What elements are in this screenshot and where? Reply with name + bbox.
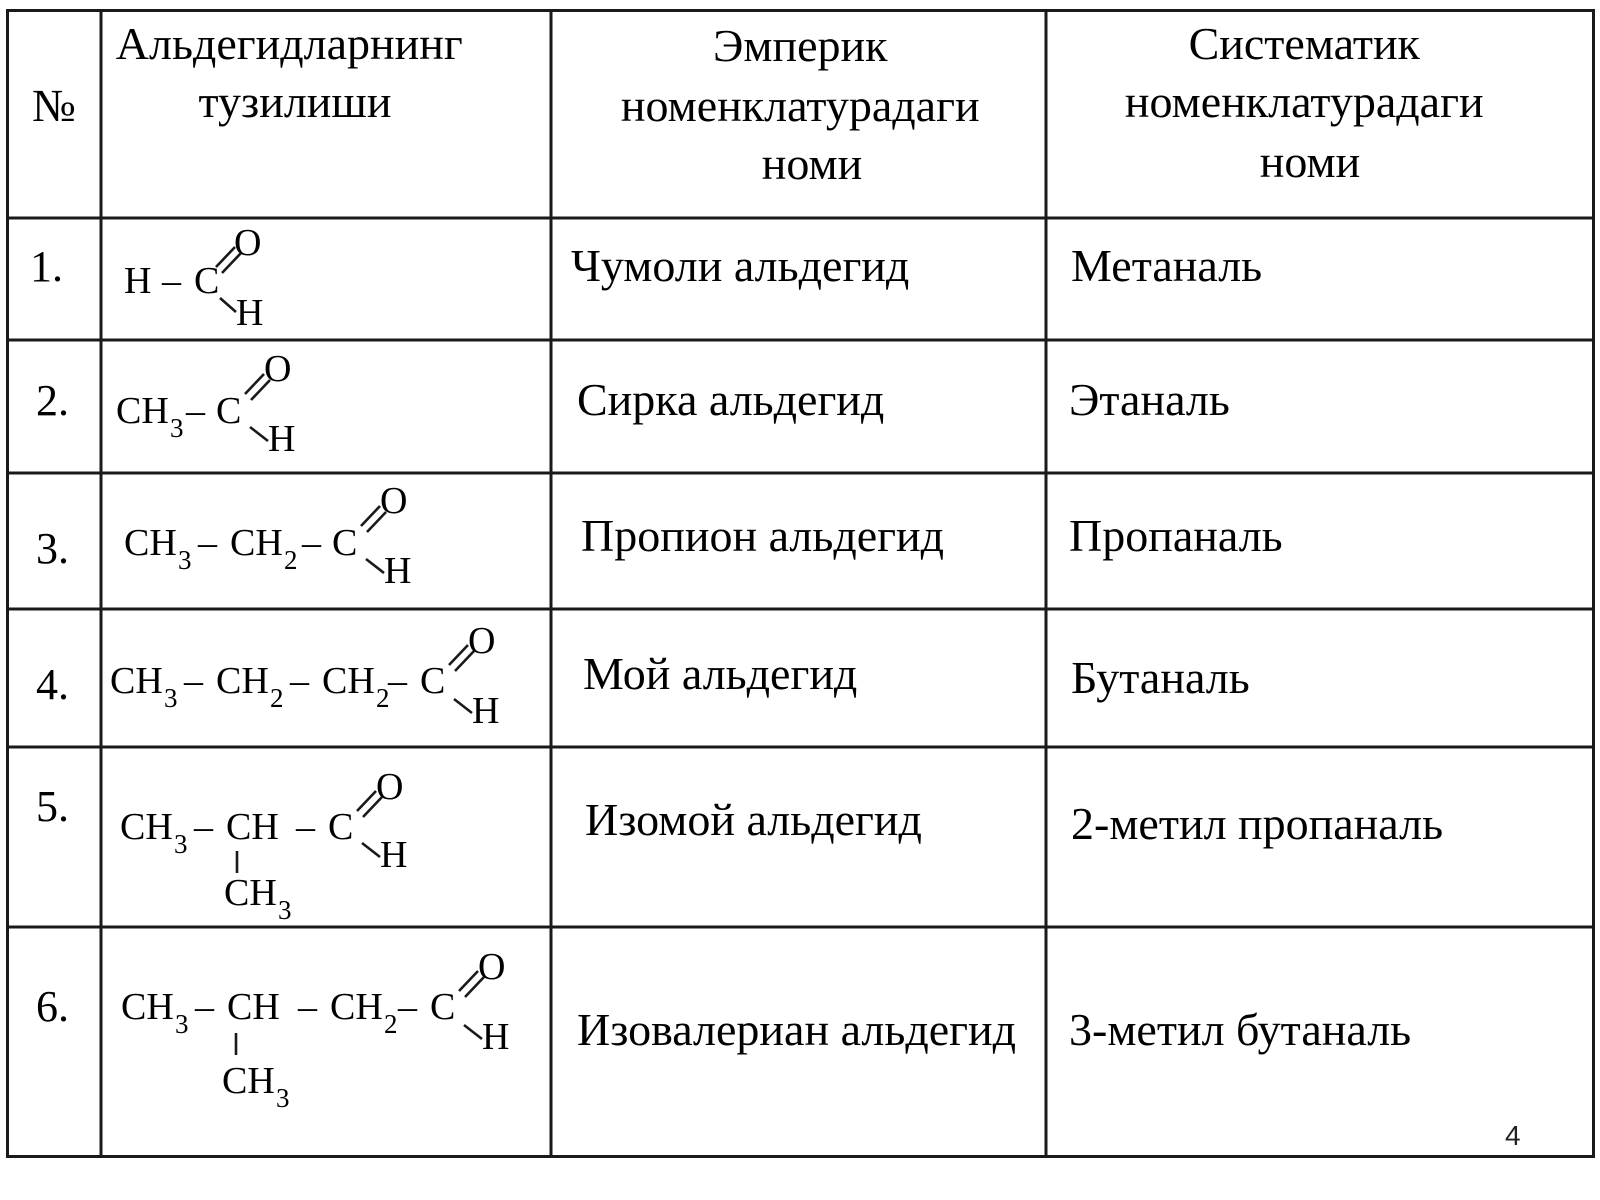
empiric-name: Пропион альдегид — [581, 510, 945, 561]
empiric-name: Чумоли альдегид — [571, 240, 910, 291]
aldehyde-table — [6, 9, 1595, 1158]
svg-text:H: H — [236, 292, 264, 334]
svg-text:CH: CH — [216, 660, 269, 702]
systematic-name: 3-метил бутаналь — [1069, 1004, 1412, 1055]
svg-text:–: – — [162, 260, 181, 302]
svg-text:CH: CH — [120, 806, 173, 848]
svg-text:3: 3 — [278, 895, 292, 925]
svg-text:–: – — [296, 806, 315, 848]
header-systematic: Систематик номенклатурадаги номи — [1124, 18, 1484, 187]
svg-text:3: 3 — [164, 683, 178, 713]
svg-text:CH: CH — [322, 660, 375, 702]
svg-text:CH: CH — [222, 1060, 275, 1102]
svg-text:3: 3 — [175, 1009, 189, 1039]
svg-text:O: O — [264, 348, 292, 390]
svg-text:O: O — [234, 222, 262, 264]
svg-text:CH: CH — [116, 390, 169, 432]
page-number: 4 — [1505, 1120, 1521, 1151]
row-number: 6. — [36, 982, 69, 1031]
svg-text:C: C — [328, 806, 354, 848]
svg-text:CH: CH — [224, 872, 277, 914]
svg-text:CH: CH — [230, 522, 283, 564]
svg-text:3: 3 — [178, 545, 192, 575]
svg-text:C: C — [332, 522, 358, 564]
row-number: 4. — [36, 660, 69, 709]
empiric-name: Изовалериан альдегид — [577, 1004, 1017, 1055]
svg-text:–: – — [194, 806, 213, 848]
svg-text:–: – — [398, 986, 417, 1028]
svg-text:–: – — [184, 660, 203, 702]
svg-text:H: H — [384, 550, 412, 592]
svg-text:3: 3 — [174, 829, 188, 859]
svg-text:O: O — [478, 946, 506, 988]
svg-text:C: C — [430, 986, 456, 1028]
svg-text:H: H — [482, 1016, 510, 1058]
svg-text:3: 3 — [170, 413, 184, 443]
svg-text:O: O — [468, 620, 496, 662]
empiric-name: Мой альдегид — [583, 648, 858, 699]
empiric-name: Изомой альдегид — [585, 794, 922, 845]
svg-text:CH: CH — [110, 660, 163, 702]
svg-text:CH: CH — [124, 522, 177, 564]
svg-text:CH: CH — [121, 986, 174, 1028]
svg-text:C: C — [216, 390, 242, 432]
svg-text:–: – — [290, 660, 309, 702]
svg-text:O: O — [380, 480, 408, 522]
header-structure: Альдегидларнинг тузилиши — [115, 18, 463, 127]
svg-text:–: – — [302, 522, 321, 564]
systematic-name: Метаналь — [1071, 240, 1263, 291]
svg-text:–: – — [198, 522, 217, 564]
svg-text:CH: CH — [227, 986, 280, 1028]
header-num: № — [32, 80, 76, 131]
svg-text:H: H — [268, 418, 296, 460]
svg-text:C: C — [194, 260, 220, 302]
svg-text:3: 3 — [276, 1083, 290, 1113]
systematic-name: Бутаналь — [1071, 652, 1250, 703]
header-empiric: Эмперик номенклатурадаги номи — [620, 20, 980, 189]
svg-text:2: 2 — [384, 1009, 398, 1039]
svg-text:O: O — [376, 766, 404, 808]
svg-text:–: – — [298, 986, 317, 1028]
svg-text:C: C — [420, 660, 446, 702]
svg-text:–: – — [195, 986, 214, 1028]
svg-text:–: – — [388, 660, 407, 702]
svg-text:2: 2 — [376, 683, 390, 713]
svg-text:2: 2 — [270, 683, 284, 713]
systematic-name: 2-метил пропаналь — [1071, 798, 1444, 849]
svg-text:H: H — [124, 260, 152, 302]
systematic-name: Пропаналь — [1069, 510, 1283, 561]
svg-text:2: 2 — [284, 545, 298, 575]
svg-text:CH: CH — [226, 806, 279, 848]
empiric-name: Сирка альдегид — [577, 374, 885, 425]
row-number: 1. — [30, 242, 63, 291]
svg-text:H: H — [472, 690, 500, 732]
row-number: 2. — [36, 376, 69, 425]
row-number: 3. — [36, 524, 69, 573]
svg-text:H: H — [380, 834, 408, 876]
svg-text:CH: CH — [330, 986, 383, 1028]
systematic-name: Этаналь — [1069, 374, 1230, 425]
row-number: 5. — [36, 782, 69, 831]
svg-text:–: – — [186, 390, 205, 432]
